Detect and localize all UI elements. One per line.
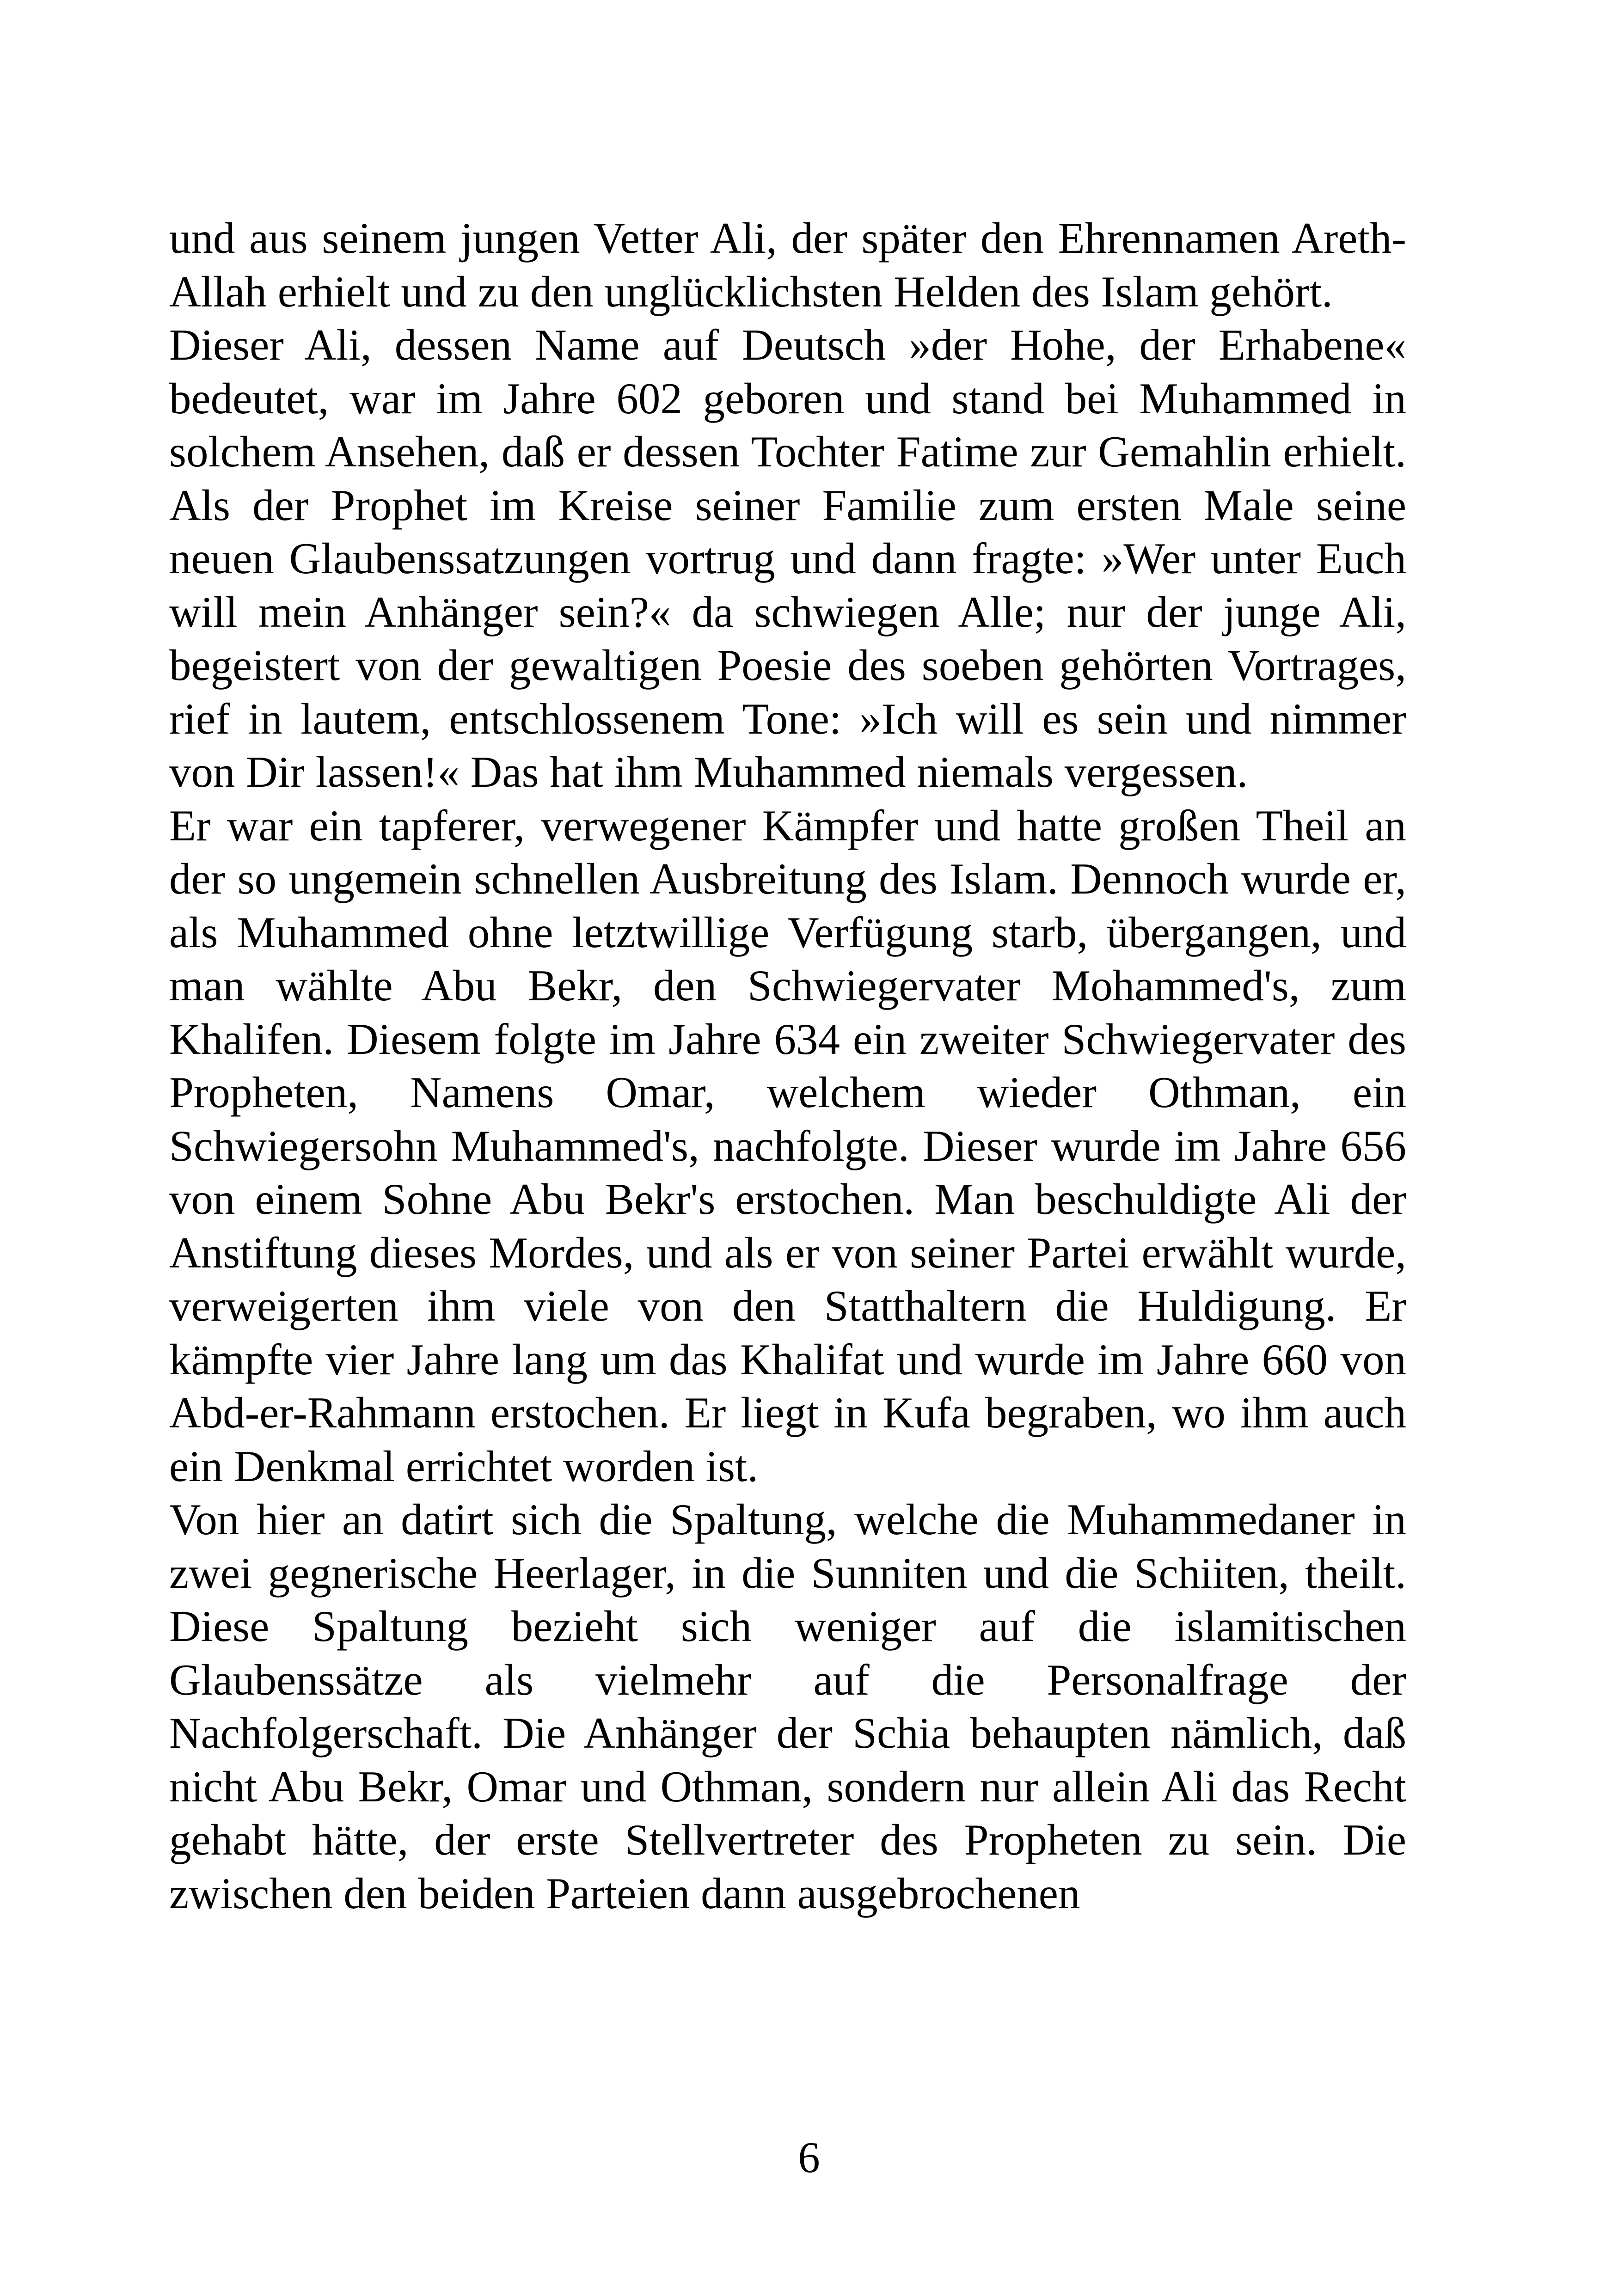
body-text [169, 212, 1406, 1920]
paragraph-4: Von hier an datirt sich die Spaltung, welche die Muhammedaner in zwei gegnerische Heerlager, in die Sunniten und die Schiiten, theilt. Diese Spaltung bezieht sich weniger auf die islamitischen Glaubenssätze als vielmehr auf die Personalfrage der Nachfolgerschaft. Die Anhänger der Schia behaupten nämlich, daß nicht Abu Bekr, Omar und Othman, sondern nur allein Ali das Recht gehabt hätte, der erste Stellvertreter des Propheten zu sein. Die zwischen den beiden Parteien dann ausgebrochenen [169, 1495, 1406, 1918]
paragraph-2: Dieser Ali, dessen Name auf Deutsch »der Hohe, der Erhabene« bedeutet, war im Jahre 602 geboren und stand bei Muhammed in solchem Ansehen, daß er dessen Tochter Fatime zur Gemahlin erhielt. Als der Prophet im Kreise seiner Familie zum ersten Male seine neuen Glaubenssatzungen vortrug und dann fragte: »Wer unter Euch will mein Anhänger sein?« da schwiegen Alle; nur der junge Ali, begeistert von der gewaltigen Poesie des soeben gehörten Vortrages, rief in lautem, entschlossenem Tone: »Ich will es sein und nimmer von Dir lassen!« Das hat ihm Muhammed niemals vergessen. [169, 320, 1406, 796]
paragraph-3: Er war ein tapferer, verwegener Kämpfer und hatte großen Theil an der so ungemein schnellen Ausbreitung des Islam. Dennoch wurde er, als Muhammed ohne letztwillige Verfügung starb, übergangen, und man wählte Abu Bekr, den Schwiegervater Mohammed's, zum Khalifen. Diesem folgte im Jahre 634 ein zweiter Schwiegervater des Propheten, Namens Omar, welchem wieder Othman, ein Schwiegersohn Muhammed's, nachfolgte. Dieser wurde im Jahre 656 von einem Sohne Abu Bekr's erstochen. Man beschuldigte Ali der Anstiftung dieses Mordes, und als er von seiner Partei erwählt wurde, verweigerten ihm viele von den Statthaltern die Huldigung. Er kämpfte vier Jahre lang um das Khalifat und wurde im Jahre 660 von Abd-er-Rahmann erstochen. Er liegt in Kufa begraben, wo ihm auch ein Denkmal errichtet worden ist. [169, 801, 1406, 1491]
page-number: 6 [798, 2133, 820, 2182]
paragraph-1: und aus seinem jungen Vetter Ali, der später den Ehrennamen Areth-Allah erhielt und zu den unglücklichsten Helden des Islam gehört. [169, 214, 1406, 316]
